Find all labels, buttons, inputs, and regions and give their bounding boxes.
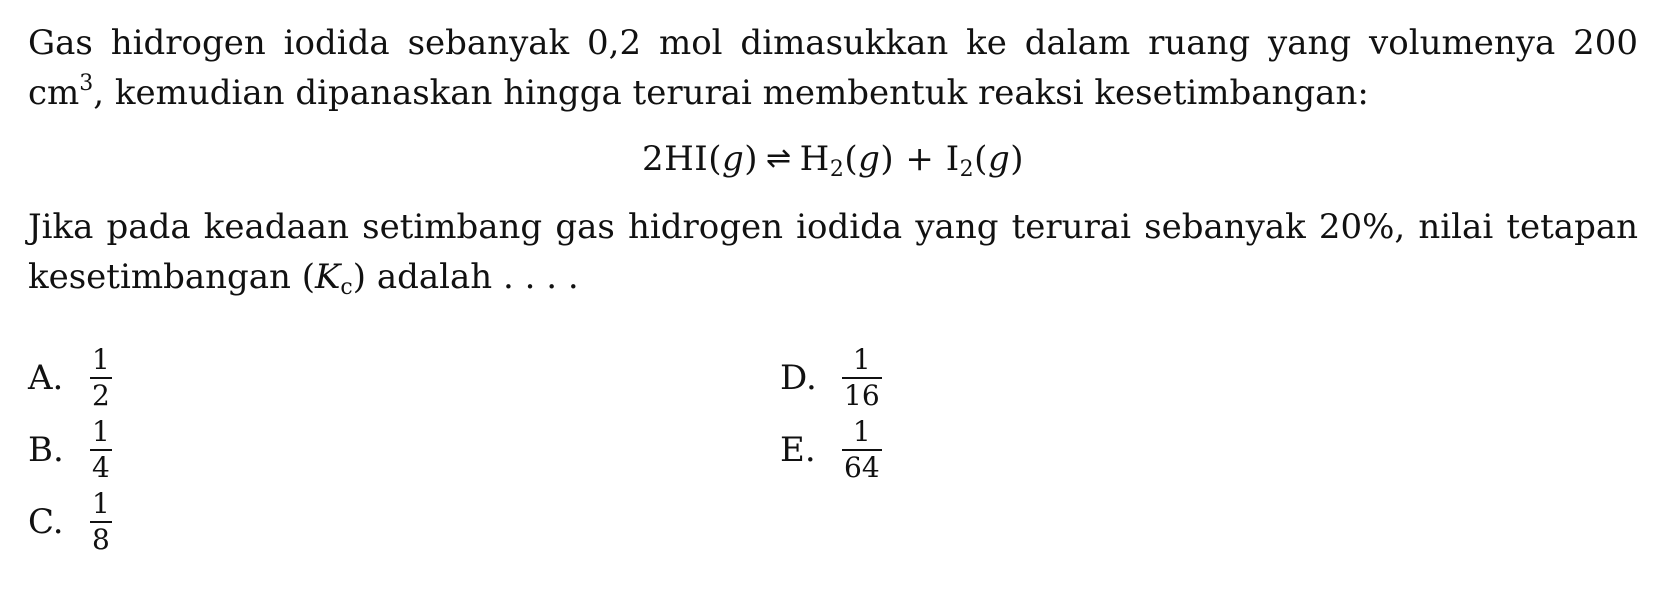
body-text-2: ) adalah . . . . bbox=[352, 257, 579, 297]
fraction-numerator: 1 bbox=[92, 343, 110, 376]
question-body bbox=[28, 202, 1638, 302]
answer-options bbox=[28, 345, 1628, 585]
eq-i2-state: g bbox=[987, 139, 1011, 179]
body-text-1: Jika pada keadaan setimbang gas hidrogen iodida yang terurai sebanyak 20%, nilai tetapan kesetimbangan ( bbox=[28, 207, 1638, 297]
eq-h2-state: g bbox=[858, 139, 881, 179]
eq-h2-open: ( bbox=[844, 139, 859, 179]
option-fraction bbox=[842, 417, 882, 483]
question-block bbox=[28, 18, 1638, 302]
volume-unit-exponent: 3 bbox=[79, 71, 94, 96]
fraction-numerator: 1 bbox=[852, 343, 871, 376]
fraction-numerator: 1 bbox=[92, 487, 110, 520]
option-e[interactable] bbox=[780, 417, 882, 483]
fraction-denominator: 2 bbox=[92, 379, 110, 412]
eq-hi: 2HI( bbox=[642, 139, 722, 179]
option-letter: A. bbox=[28, 358, 64, 398]
eq-h2-sub: 2 bbox=[829, 157, 845, 182]
option-b[interactable] bbox=[28, 417, 112, 483]
fraction-denominator: 8 bbox=[92, 523, 110, 556]
option-fraction bbox=[842, 345, 882, 411]
option-fraction bbox=[90, 345, 112, 411]
option-letter: D. bbox=[780, 358, 817, 398]
eq-i2-close: ) bbox=[1010, 139, 1024, 179]
equilibrium-arrow-icon: ⇌ bbox=[766, 141, 792, 176]
reaction-equation bbox=[28, 134, 1638, 184]
eq-i2: I bbox=[945, 139, 960, 179]
eq-h2-close: ) bbox=[880, 139, 895, 179]
question-intro bbox=[28, 18, 1638, 118]
eq-plus: + bbox=[894, 139, 946, 179]
kc-subscript: c bbox=[340, 275, 353, 300]
fraction-numerator: 1 bbox=[852, 415, 871, 448]
eq-h2: H bbox=[799, 139, 830, 179]
eq-i2-sub: 2 bbox=[959, 157, 975, 182]
option-letter: E. bbox=[780, 430, 816, 470]
option-a[interactable] bbox=[28, 345, 112, 411]
fraction-denominator: 64 bbox=[844, 451, 880, 484]
option-fraction bbox=[90, 417, 112, 483]
option-fraction bbox=[90, 489, 112, 555]
eq-i2-open: ( bbox=[974, 139, 988, 179]
eq-hi-state: g bbox=[722, 139, 745, 179]
intro-text-1: Gas hidrogen iodida sebanyak 0,2 mol dimasukkan ke dalam ruang yang volumenya 200 cm bbox=[28, 23, 1638, 113]
option-d[interactable] bbox=[780, 345, 882, 411]
option-letter: B. bbox=[28, 430, 64, 470]
fraction-numerator: 1 bbox=[92, 415, 110, 448]
fraction-denominator: 4 bbox=[92, 451, 110, 484]
eq-hi-close: ) bbox=[744, 139, 759, 179]
option-letter: C. bbox=[28, 502, 64, 542]
fraction-denominator: 16 bbox=[844, 379, 880, 412]
option-c[interactable] bbox=[28, 489, 112, 555]
intro-text-2: , kemudian dipanaskan hingga terurai membentuk reaksi kesetimbangan: bbox=[93, 73, 1369, 113]
kc-symbol: K bbox=[315, 257, 341, 297]
